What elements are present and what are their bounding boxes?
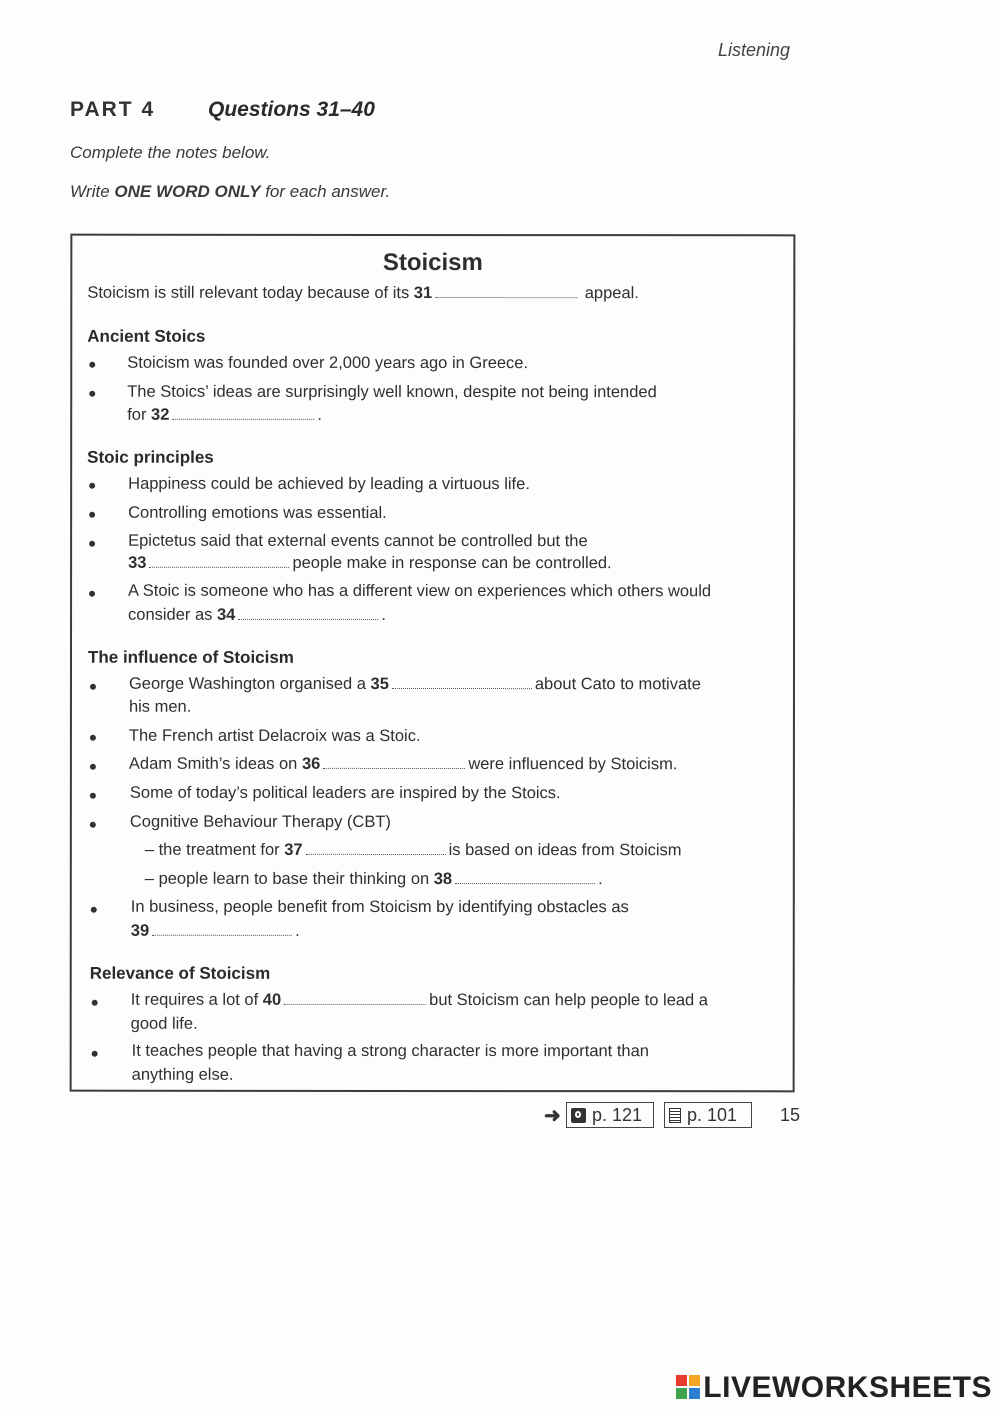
bullet — [90, 684, 96, 690]
bullet — [92, 1000, 98, 1006]
part-label: PART 4 — [70, 98, 156, 121]
answer-gap-35[interactable] — [392, 676, 532, 689]
bullet — [91, 907, 97, 913]
bullet — [92, 1051, 98, 1057]
question-32-number: 32 — [151, 405, 170, 424]
question-39-number: 39 — [130, 921, 150, 940]
liveworksheets-logo: LIVEWORKSHEETS — [675, 1371, 992, 1405]
section-heading-influence: The influence of Stoicism — [87, 647, 294, 667]
influence-bullet-1-line-2: his men. — [128, 697, 192, 716]
question-34-number: 34 — [217, 605, 236, 624]
principles-bullet-4-line-2: consider as 34 . — [128, 605, 386, 624]
question-38-number: 38 — [433, 870, 453, 889]
transcript-reference[interactable]: p. 101 — [664, 1102, 752, 1128]
transcript-icon — [669, 1108, 681, 1123]
question-33-number: 33 — [128, 553, 147, 572]
instruction-line-1: Complete the notes below. — [70, 143, 271, 162]
page-number: 15 — [780, 1105, 801, 1125]
question-37-number: 37 — [284, 840, 303, 859]
relevance-bullet-2-line-1: It teaches people that having a strong character is more important than — [131, 1041, 649, 1061]
answer-gap-34[interactable] — [238, 607, 378, 620]
bullet — [89, 483, 95, 489]
question-36-number: 36 — [301, 754, 321, 773]
bullet — [89, 362, 95, 368]
notes-box — [70, 234, 796, 1093]
influence-bullet-6-line-2: 39 . — [130, 921, 300, 940]
principles-bullet-3-line-2: 33 people make in response can be controlled. — [128, 553, 612, 573]
bullet — [90, 793, 96, 799]
word-limit: ONE WORD ONLY — [114, 182, 261, 201]
bullet — [89, 591, 95, 597]
influence-bullet-6-line-1: In business, people benefit from Stoicism by identifying obstacles as — [130, 897, 629, 917]
answer-gap-36[interactable] — [323, 756, 465, 769]
influence-bullet-5: Cognitive Behaviour Therapy (CBT) — [129, 812, 391, 831]
ancient-bullet-2-line-2: for 32 . — [127, 405, 323, 424]
influence-bullet-2: The French artist Delacroix was a Stoic. — [128, 726, 421, 745]
bullet — [90, 764, 96, 770]
instruction-line-2: Write ONE WORD ONLY for each answer. — [70, 182, 391, 201]
influence-bullet-1-line-1: George Washington organised a 35 about Cato to motivate — [128, 674, 701, 694]
answer-gap-33[interactable] — [149, 555, 289, 568]
influence-sub-1: – the treatment for 37 is based on ideas from Stoicism — [144, 840, 682, 860]
relevance-bullet-1-line-2: good life. — [130, 1014, 198, 1033]
arrow-right-icon: ➜ — [544, 1105, 561, 1127]
principles-bullet-4-line-1: A Stoic is someone who has a different view on experiences which others would — [128, 581, 712, 601]
answer-gap-37[interactable] — [306, 842, 446, 855]
section-header: Listening — [718, 40, 791, 60]
question-31-number: 31 — [413, 283, 433, 302]
section-heading-principles: Stoic principles — [87, 447, 214, 467]
relevance-bullet-2-line-2: anything else. — [131, 1065, 234, 1084]
question-40-number: 40 — [262, 990, 282, 1009]
answer-key-icon — [571, 1108, 586, 1123]
principles-bullet-1: Happiness could be achieved by leading a virtuous life. — [128, 474, 530, 494]
section-heading-ancient: Ancient Stoics — [87, 326, 206, 346]
relevance-bullet-1-line-1: It requires a lot of 40 but Stoicism can help people to lead a — [130, 990, 709, 1010]
part-heading — [70, 98, 375, 122]
influence-sub-2: – people learn to base their thinking on 38 . — [144, 869, 603, 889]
bullet — [90, 822, 96, 828]
intro-line: Stoicism is still relevant today because of its 31 appeal. — [87, 283, 639, 303]
principles-bullet-2: Controlling emotions was essential. — [128, 503, 387, 522]
ancient-bullet-1: Stoicism was founded over 2,000 years ago in Greece. — [127, 353, 529, 373]
answer-key-reference[interactable]: p. 121 — [566, 1102, 654, 1128]
influence-bullet-3: Adam Smith’s ideas on 36 were influenced by Stoicism. — [128, 754, 678, 774]
bullet — [89, 541, 95, 547]
ancient-bullet-2-line-1: The Stoics’ ideas are surprisingly well known, despite not being intended — [127, 382, 657, 402]
influence-bullet-4: Some of today’s political leaders are inspired by the Stoics. — [129, 783, 561, 803]
bullet — [90, 735, 96, 741]
answer-gap-32[interactable] — [172, 407, 314, 420]
section-heading-relevance: Relevance of Stoicism — [89, 963, 271, 983]
answer-gap-40[interactable] — [284, 992, 426, 1005]
answer-gap-39[interactable] — [152, 923, 292, 936]
answer-gap-38[interactable] — [455, 871, 595, 884]
questions-range: Questions 31–40 — [208, 98, 375, 121]
liveworksheets-logo-icon — [675, 1374, 701, 1400]
principles-bullet-3-line-1: Epictetus said that external events cannot be controlled but the — [128, 531, 588, 551]
question-35-number: 35 — [370, 674, 389, 693]
answer-gap-31[interactable] — [435, 285, 577, 298]
notes-title: Stoicism — [382, 248, 483, 277]
bullet — [89, 512, 95, 518]
bullet — [89, 391, 95, 397]
